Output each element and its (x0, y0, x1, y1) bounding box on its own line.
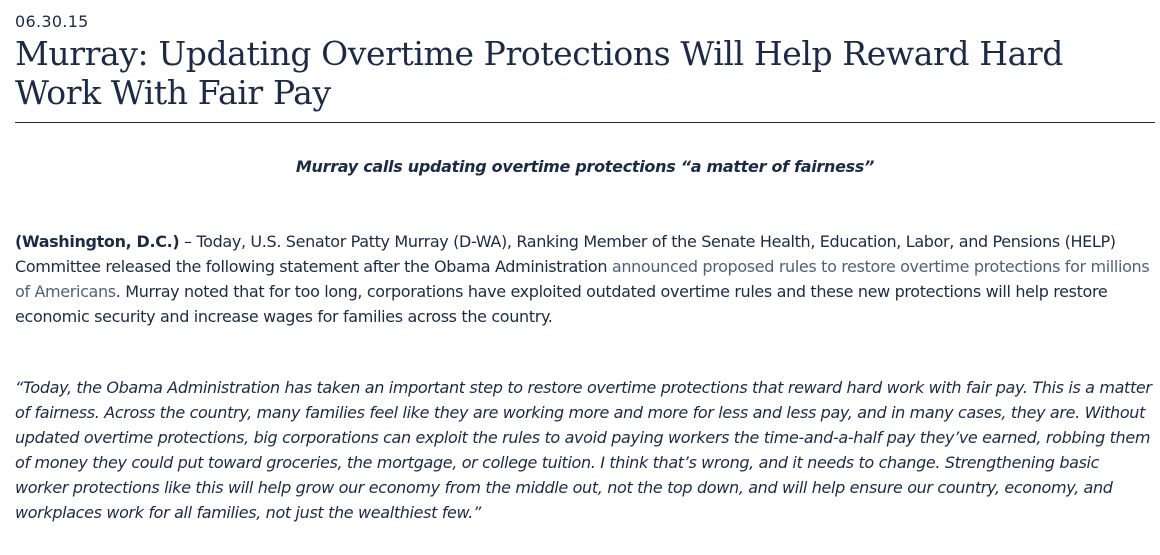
dateline-dash: – (179, 232, 197, 251)
dateline: (Washington, D.C.) (15, 232, 180, 251)
lead-text-start: Today, U.S. Senator Patty Murray (D-WA), Ranking Member of the Senate Health, Education, Labor, and Pensions (HELP) Committee released the following statement after the Obama Administration (15, 232, 1116, 276)
press-release-article (15, 0, 1155, 525)
article-subhead: Murray calls updating overtime protections “a matter of fairness” (295, 157, 875, 176)
statement-quote: “Today, the Obama Administration has taken an important step to restore overtime protections that reward hard work with fair pay. This is a matter of fairness. Across the country, many families feel like they are working more and more for less and less pay, and in many cases, they are. Without updated overtime protections, big corporations can exploit the rules to avoid paying workers the time-and-a-half pay they’ve earned, robbing them of money they could put toward groceries, the mortgage, or college tuition. I think that’s wrong, and it needs to change. Strengthening basic worker protections like this will help grow our economy from the middle out, not the top down, and will help ensure our country, economy, and workplaces work for all families, not just the wealthiest few.” (15, 378, 1152, 522)
lead-text-end: . Murray noted that for too long, corporations have exploited outdated overtime rules and these new protections will help restore economic security and increase wages for families across the country. (15, 282, 1108, 326)
title-divider (15, 122, 1155, 123)
release-date: 06.30.15 (15, 12, 89, 31)
page-title: Murray: Updating Overtime Protections Will Help Reward Hard Work With Fair Pay (15, 34, 1063, 112)
proposed-rules-link[interactable]: announced proposed rules to restore overtime protections for millions of Americans (15, 257, 1150, 301)
lead-paragraph (15, 229, 1155, 329)
